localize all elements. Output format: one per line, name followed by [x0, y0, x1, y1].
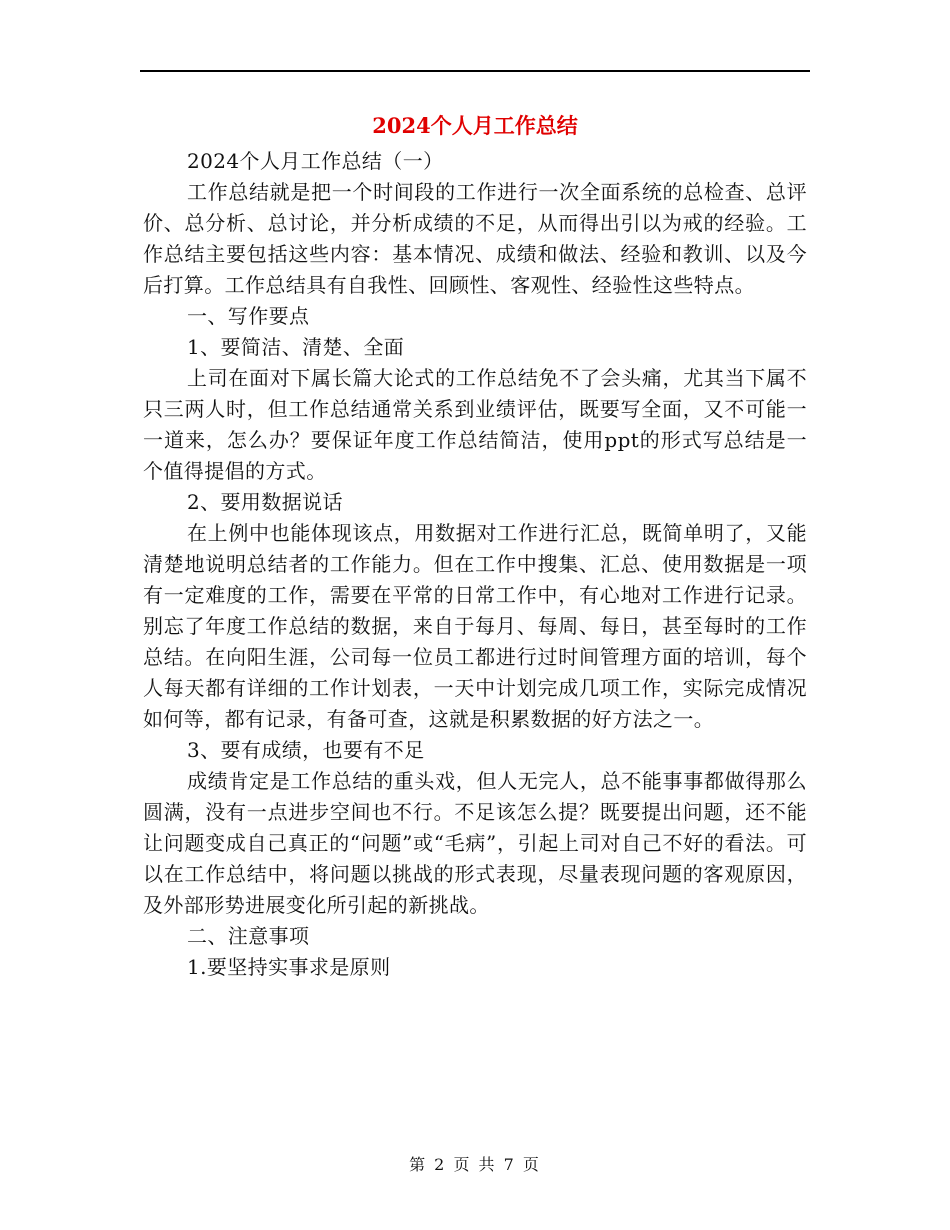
section-heading: 2024个人月工作总结（一）: [187, 149, 444, 173]
section-heading: 一、写作要点: [187, 304, 310, 328]
subsection-heading: 1、要简洁、清楚、全面: [187, 335, 405, 359]
header-rule: [140, 70, 810, 72]
body-paragraph: 工作总结就是把一个时间段的工作进行一次全面系统的总检查、总评价、总分析、总讨论，并分析成绩的不足，从而得出引以为戒的经验。工作总结主要包括这些内容：基本情况、成绩和做法、经验和教训、以及今后打算。工作总结具有自我性、回顾性、客观性、经验性这些特点。: [143, 180, 807, 297]
document-title: 2024个人月工作总结: [372, 113, 578, 138]
subsection-heading: 2、要用数据说话: [187, 490, 343, 514]
body-paragraph: 在上例中也能体现该点，用数据对工作进行汇总，既简单明了，又能清楚地说明总结者的工作能力。但在工作中搜集、汇总、使用数据是一项有一定难度的工作，需要在平常的日常工作中，有心地对工作进行记录。别忘了年度工作总结的数据，来自于每月、每周、每日，甚至每时的工作总结。在向阳生涯，公司每一位员工都进行过时间管理方面的培训，每个人每天都有详细的工作计划表，一天中计划完成几项工作，实际完成情况如何等，都有记录，有备可查，这就是积累数据的好方法之一。: [143, 521, 807, 731]
body-paragraph: 上司在面对下属长篇大论式的工作总结免不了会头痛，尤其当下属不只三两人时，但工作总结通常关系到业绩评估，既要写全面，又不可能一一道来，怎么办？要保证年度工作总结简洁，使用ppt的形式写总结是一个值得提倡的方式。: [143, 366, 807, 483]
subsection-heading: 3、要有成绩，也要有不足: [187, 738, 425, 762]
section-heading: 二、注意事项: [187, 924, 310, 948]
page-footer: 第 2 页 共 7 页: [409, 1155, 541, 1174]
document-body: [143, 146, 807, 983]
subsection-heading: 1.要坚持实事求是原则: [187, 955, 391, 979]
body-paragraph: 成绩肯定是工作总结的重头戏，但人无完人，总不能事事都做得那么圆满，没有一点进步空间也不行。不足该怎么提？既要提出问题，还不能让问题变成自己真正的“问题”或“毛病”，引起上司对自己不好的看法。可以在工作总结中，将问题以挑战的形式表现，尽量表现问题的客观原因，及外部形势进展变化所引起的新挑战。: [143, 769, 807, 917]
